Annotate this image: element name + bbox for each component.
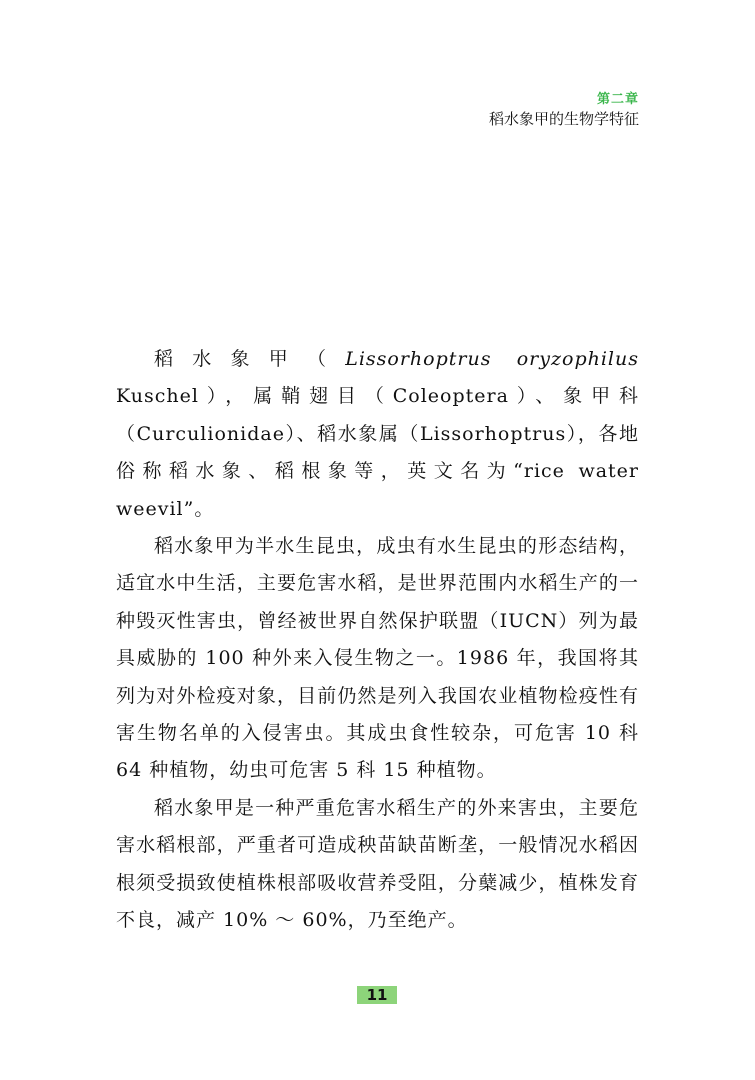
- page-number: 11: [366, 986, 388, 1004]
- running-header: [489, 92, 639, 129]
- paragraph-2: 稻水象甲为半水生昆虫，成虫有水生昆虫的形态结构，适宜水中生活，主要危害水稻，是世界范围内水稻生产的一种毁灭性害虫，曾经被世界自然保护联盟（IUCN）列为最具威胁的 100 种外来入侵生物之一。1986 年，我国将其列为对外检疫对象，目前仍然是列入我国农业植物检疫性有害生物名单的入侵害虫。其成虫食性较杂，可危害 10 科 64 种植物，幼虫可危害 5 科 15 种植物。: [116, 535, 639, 782]
- paragraph-1: [116, 341, 639, 528]
- paragraph-1-rest: Kuschel），属鞘翅目（Coleoptera）、象甲科（Curculionidae）、稻水象属（Lissorhoptrus），各地俗称稻水象、稻根象等，英文名为“rice water weevil”。: [116, 385, 639, 520]
- body-text: [116, 341, 639, 940]
- scientific-name: Lissorhoptrus oryzophilus: [345, 348, 639, 370]
- paragraph-1-intro: 稻水象甲（: [154, 348, 346, 370]
- chapter-label: 第二章: [596, 92, 639, 107]
- paragraph-3: 稻水象甲是一种严重危害水稻生产的外来害虫，主要危害水稻根部，严重者可造成秧苗缺苗断垄，一般情况水稻因根须受损致使植株根部吸收营养受阻，分蘖减少，植株发育不良，减产 10% ～ 60%，乃至绝产。: [116, 796, 639, 932]
- chapter-title: 稻水象甲的生物学特征: [488, 110, 639, 128]
